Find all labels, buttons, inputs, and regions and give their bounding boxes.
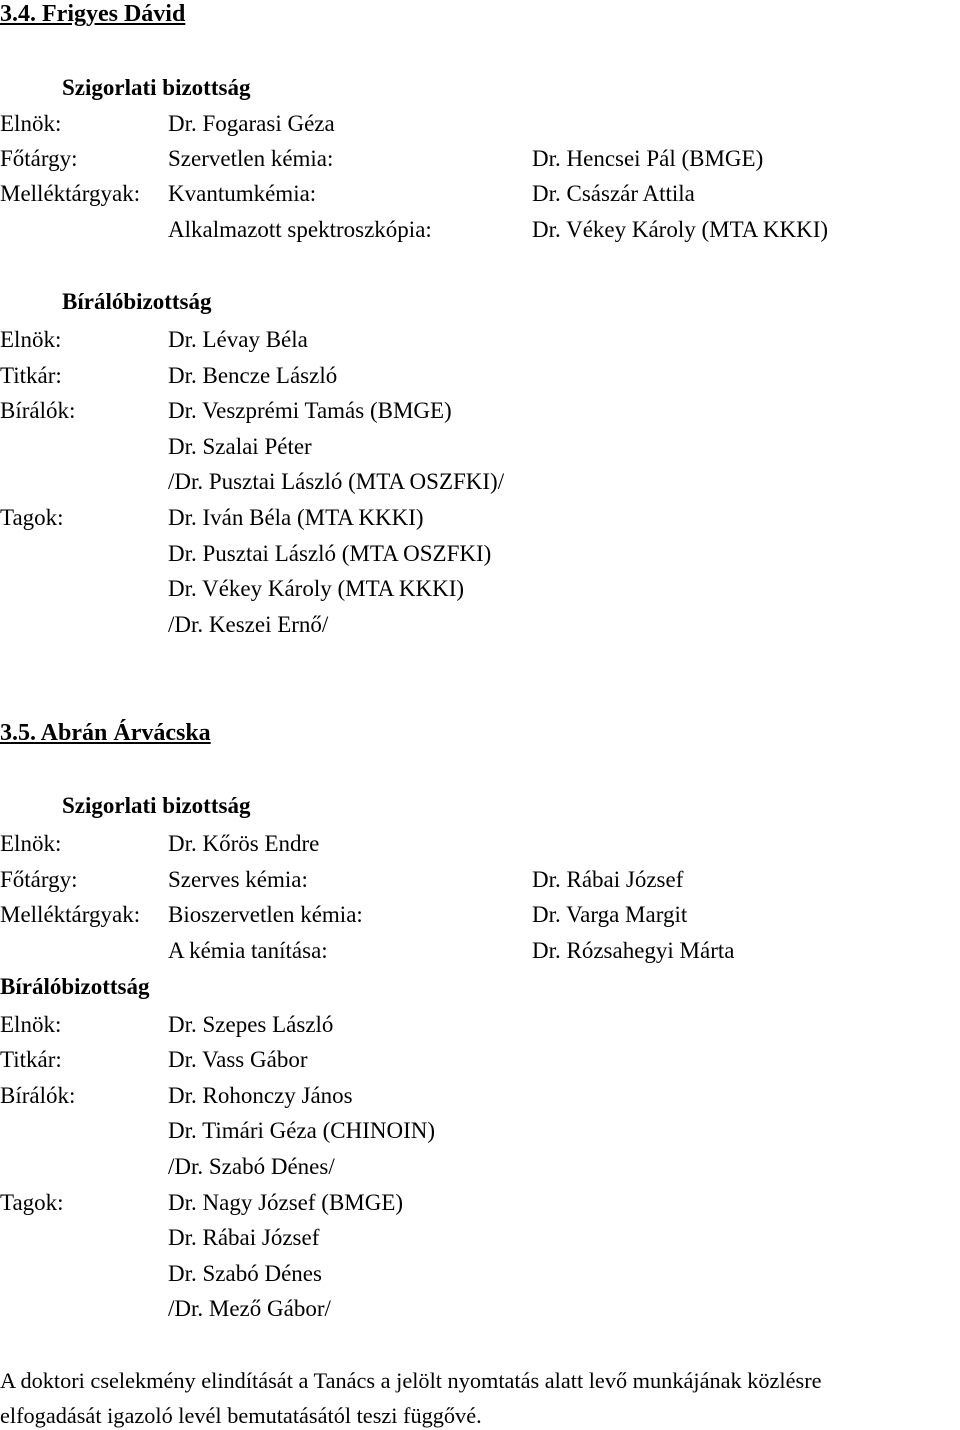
exam-committee-title: Szigorlati bizottság [62, 75, 251, 100]
chair-label: Elnök: [0, 111, 62, 136]
reviewer: Dr. Veszprémi Tamás (BMGE) [168, 398, 452, 423]
member: Dr. Szabó Dénes [168, 1261, 322, 1286]
member: /Dr. Keszei Ernő/ [168, 612, 329, 637]
reviewer: Dr. Rohonczy János [168, 1083, 353, 1108]
member: /Dr. Mező Gábor/ [168, 1296, 331, 1321]
main-subject-examiner: Dr. Hencsei Pál (BMGE) [532, 146, 764, 171]
member: Dr. Pusztai László (MTA OSZFKI) [168, 541, 492, 566]
minor-subject-2-examiner: Dr. Vékey Károly (MTA KKKI) [532, 217, 829, 242]
secretary-name: Dr. Vass Gábor [168, 1047, 308, 1072]
members-label: Tagok: [0, 1190, 64, 1215]
chair-label: Elnök: [0, 1012, 62, 1037]
section-heading: 3.5. Abrán Árvácska [0, 720, 211, 746]
footer-paragraph-line-2: elfogadását igazoló levél bemutatásától teszi függővé. [0, 1403, 482, 1428]
reviewers-label: Bírálók: [0, 1083, 76, 1108]
member: Dr. Vékey Károly (MTA KKKI) [168, 576, 465, 601]
secretary-label: Titkár: [0, 363, 62, 388]
main-subject-examiner: Dr. Rábai József [532, 867, 684, 892]
member: Dr. Iván Béla (MTA KKKI) [168, 505, 424, 530]
main-subject-label: Főtárgy: [0, 146, 78, 171]
member: Dr. Nagy József (BMGE) [168, 1190, 404, 1215]
chair-name: Dr. Lévay Béla [168, 327, 308, 352]
chair-label: Elnök: [0, 831, 62, 856]
minor-subject-1-examiner: Dr. Császár Attila [532, 181, 695, 206]
chair-name: Dr. Kőrös Endre [168, 831, 320, 856]
main-subject: Szervetlen kémia: [168, 146, 334, 171]
minor-subjects-label: Melléktárgyak: [0, 902, 141, 927]
minor-subject-2: Alkalmazott spektroszkópia: [168, 217, 432, 242]
reviewer: /Dr. Szabó Dénes/ [168, 1154, 335, 1179]
reviewer: Dr. Timári Géza (CHINOIN) [168, 1118, 436, 1143]
chair-name: Dr. Fogarasi Géza [168, 111, 335, 136]
chair-label: Elnök: [0, 327, 62, 352]
secretary-label: Titkár: [0, 1047, 62, 1072]
minor-subjects-label: Melléktárgyak: [0, 181, 141, 206]
reviewer: Dr. Szalai Péter [168, 434, 312, 459]
main-subject: Szerves kémia: [168, 867, 308, 892]
minor-subject-1: Bioszervetlen kémia: [168, 902, 363, 927]
reviewer: /Dr. Pusztai László (MTA OSZFKI)/ [168, 469, 505, 494]
review-committee-title: Bírálóbizottság [62, 289, 212, 314]
review-committee-title: Bírálóbizottság [0, 974, 150, 999]
exam-committee-title: Szigorlati bizottság [62, 793, 251, 818]
footer-paragraph-line-1: A doktori cselekmény elindítását a Tanács a jelölt nyomtatás alatt levő munkájának közlésre [0, 1368, 822, 1393]
minor-subject-2: A kémia tanítása: [168, 938, 328, 963]
chair-name: Dr. Szepes László [168, 1012, 334, 1037]
reviewers-label: Bírálók: [0, 398, 76, 423]
minor-subject-2-examiner: Dr. Rózsahegyi Márta [532, 938, 735, 963]
minor-subject-1-examiner: Dr. Varga Margit [532, 902, 688, 927]
members-label: Tagok: [0, 505, 64, 530]
main-subject-label: Főtárgy: [0, 867, 78, 892]
section-heading: 3.4. Frigyes Dávid [0, 1, 186, 27]
secretary-name: Dr. Bencze László [168, 363, 338, 388]
minor-subject-1: Kvantumkémia: [168, 181, 317, 206]
member: Dr. Rábai József [168, 1225, 320, 1250]
